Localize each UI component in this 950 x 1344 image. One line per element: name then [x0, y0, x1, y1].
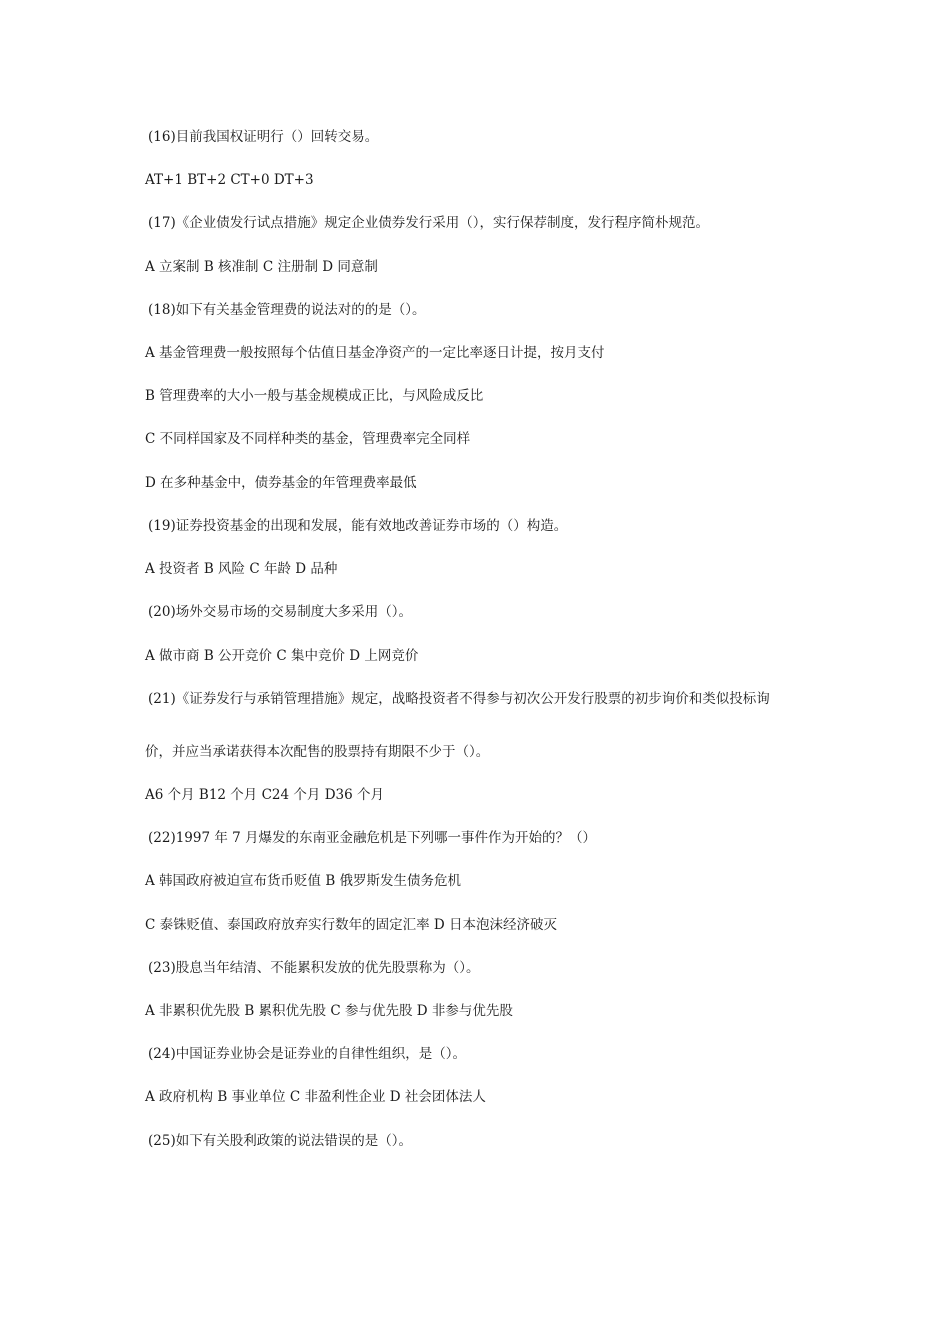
options-24: A 政府机构 B 事业单位 C 非盈利性企业 D 社会团体法人 [145, 1089, 486, 1105]
question-16: (16)目前我国权证明行（）回转交易。 [148, 129, 379, 145]
option-18c: C 不同样国家及不同样种类的基金，管理费率完全同样 [145, 431, 471, 447]
options-16: AT+1 BT+2 CT+0 DT+3 [145, 172, 314, 188]
question-21-line1: (21)《证券发行与承销管理措施》规定，战略投资者不得参与初次公开发行股票的初步询价和类似投标询 [148, 691, 770, 707]
question-21-line2: 价，并应当承诺获得本次配售的股票持有期限不少于（）。 [145, 744, 490, 760]
option-18d: D 在多种基金中，债券基金的年管理费率最低 [145, 475, 417, 491]
question-17: (17)《企业债发行试点措施》规定企业债券发行采用（），实行保荐制度，发行程序简朴规范。 [148, 215, 709, 231]
options-21: A6 个月 B12 个月 C24 个月 D36 个月 [145, 787, 384, 803]
options-23: A 非累积优先股 B 累积优先股 C 参与优先股 D 非参与优先股 [145, 1003, 513, 1019]
question-22: (22)1997 年 7 月爆发的东南亚金融危机是下列哪一事件作为开始的？（） [148, 830, 597, 846]
question-25: (25)如下有关股利政策的说法错误的是（）。 [148, 1133, 412, 1149]
question-23: (23)股息当年结清、不能累积发放的优先股票称为（）。 [148, 960, 480, 976]
options-17: A 立案制 B 核准制 C 注册制 D 同意制 [145, 259, 378, 275]
question-24: (24)中国证券业协会是证券业的自律性组织，是（）。 [148, 1046, 466, 1062]
options-20: A 做市商 B 公开竞价 C 集中竞价 D 上网竞价 [145, 648, 419, 664]
question-18: (18)如下有关基金管理费的说法对的的是（）。 [148, 302, 426, 318]
option-18b: B 管理费率的大小一般与基金规模成正比，与风险成反比 [145, 388, 484, 404]
options-22-line1: A 韩国政府被迫宣布货币贬值 B 俄罗斯发生债务危机 [145, 873, 462, 889]
question-20: (20)场外交易市场的交易制度大多采用（）。 [148, 604, 412, 620]
option-18a: A 基金管理费一般按照每个估值日基金净资产的一定比率逐日计提，按月支付 [145, 345, 605, 361]
options-19: A 投资者 B 风险 C 年龄 D 品种 [145, 561, 338, 577]
options-22-line2: C 泰铢贬值、泰国政府放弃实行数年的固定汇率 D 日本泡沫经济破灭 [145, 917, 558, 933]
question-19: (19)证券投资基金的出现和发展，能有效地改善证券市场的（）构造。 [148, 518, 568, 534]
